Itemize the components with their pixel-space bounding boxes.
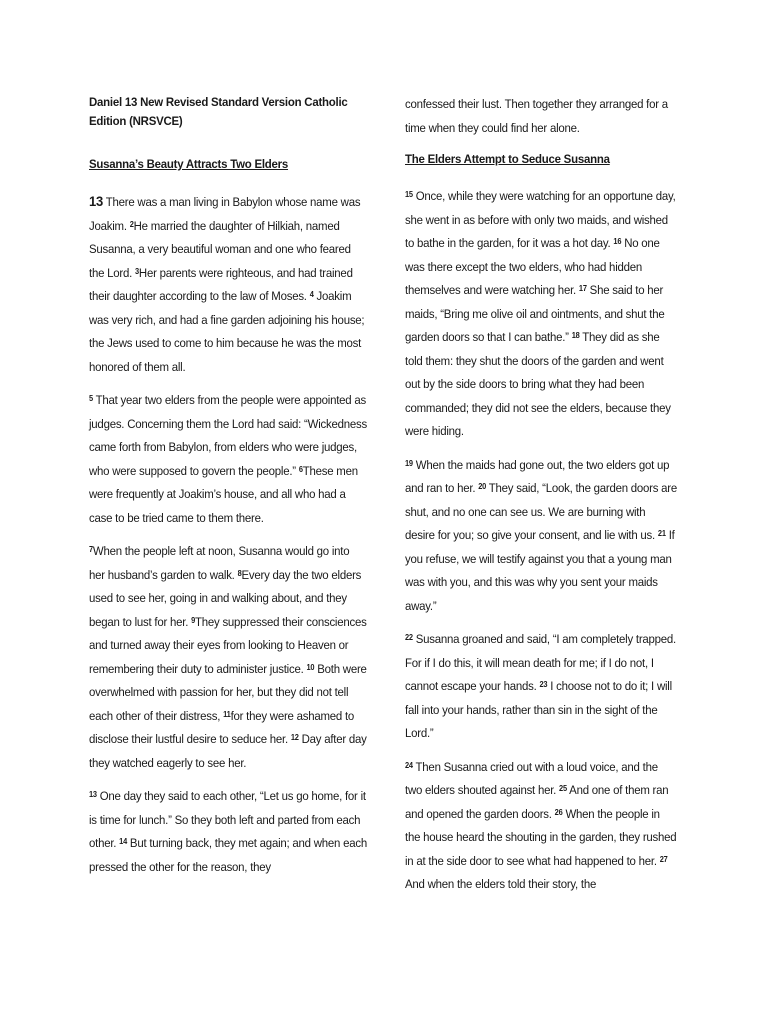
verse-number: 17: [578, 284, 587, 293]
verse-text: And when the elders told their story, the: [405, 877, 597, 891]
verse-number: 6: [298, 464, 303, 474]
verse-text: One day they said to each other, “Let us go home, for it is time for lunch.” So they both left and parted from each other.: [89, 789, 366, 850]
verse-text: confessed their lust. Then together they arranged for a time when they could find her alone.: [405, 97, 668, 135]
verse-number: 16: [613, 237, 622, 246]
right-column: [405, 93, 677, 907]
verse-text: When the people left at noon, Susanna would go into her husband’s garden to walk.: [89, 544, 350, 582]
verse-text: Day after day they watched eagerly to see her.: [89, 732, 367, 770]
verse-text: These men were frequently at Joakim’s house, and all who had a case to be tried came to them there.: [89, 463, 358, 525]
verse-number: 27: [659, 854, 668, 864]
verse-text: I choose not to do it; I will fall into your hands, rather than sin in the sight of the Lord.”: [405, 679, 672, 740]
paragraph-verses-7-12: [89, 540, 368, 775]
verse-text: No one was there except the two elders, who had hidden themselves and were watching her.: [405, 236, 660, 297]
verse-number: 13: [89, 790, 97, 799]
verse-number: 12: [290, 733, 299, 742]
chapter-number: 13: [89, 193, 104, 209]
verse-number: 7: [89, 545, 93, 554]
verse-number: 23: [539, 680, 548, 689]
verse-number: 22: [405, 633, 413, 642]
verse-text: They said, “Look, the garden doors are shut, and no one can see us. We are burning with desire for you; so give your consent, and lie with us.: [405, 481, 678, 542]
verse-number: 9: [191, 615, 196, 625]
verse-text: They did as she told them: they shut the doors of the garden and went out by the side doors to bring what they had been commanded; they did not see the elders, because they were hiding.: [405, 330, 671, 438]
verse-text: He married the daughter of Hilkiah, named Susanna, a very beautiful woman and one who feared the Lord.: [89, 218, 351, 280]
verse-text: Both were overwhelmed with passion for her, but they did not tell each other of their distress,: [89, 661, 367, 723]
verse-number: 11: [223, 709, 231, 719]
verse-text: They suppressed their consciences and turned away their eyes from looking to Heaven or remembering their duty to administer justice.: [89, 614, 367, 676]
paragraph-verses-24-27: [405, 756, 677, 897]
verse-number: 20: [478, 482, 487, 491]
verse-text: Her parents were righteous, and had trained their daughter according to the law of Moses.: [89, 265, 353, 303]
verse-text: That year two elders from the people were appointed as judges. Concerning them the Lord had said: “Wickedness came forth from Babylon, from elders who were judges, who were supposed to govern the people.”: [89, 393, 367, 478]
document-title: Daniel 13 New Revised Standard Version Catholic Edition (NRSVCE): [89, 95, 348, 128]
verse-number: 15: [405, 190, 413, 199]
verse-text: But turning back, they met again; and when each pressed the other for the reason, they: [89, 836, 367, 874]
verse-text: And one of them ran and opened the garden doors.: [405, 783, 669, 821]
verse-text: Every day the two elders used to see her, going in and walking about, and they began to lust for her.: [89, 567, 362, 629]
verse-number: 8: [237, 568, 242, 578]
verse-text: Susanna groaned and said, “I am completely trapped. For if I do this, it will mean death for me; if I do not, I cannot escape your hands.: [405, 632, 677, 693]
section-heading-elders-attempt: The Elders Attempt to Seduce Susanna: [405, 152, 610, 166]
verse-text: There was a man living in Babylon whose name was Joakim.: [89, 195, 361, 233]
verse-text: When the maids had gone out, the two elders got up and ran to her.: [405, 457, 670, 495]
paragraph-continuation: [405, 93, 677, 140]
verse-text: Once, while they were watching for an opportune day, she went in as before with only two maids, and wished to bathe in the garden, for it was a hot day.: [405, 189, 676, 250]
verse-number: 2: [129, 219, 134, 229]
section-heading-susanna-beauty: Susanna’s Beauty Attracts Two Elders: [89, 157, 289, 171]
verse-text: If you refuse, we will testify against you that a young man was with you, and this was why you sent your maids away.”: [405, 528, 675, 613]
verse-number: 5: [89, 394, 93, 403]
verse-number: 25: [559, 784, 567, 793]
verse-number: 10: [306, 662, 315, 672]
verse-number: 3: [135, 266, 139, 276]
verse-number: 24: [405, 760, 413, 770]
verse-number: 19: [405, 458, 413, 468]
left-column: [89, 93, 368, 889]
paragraph-verses-5-6: [89, 389, 368, 530]
paragraph-verses-22-23: [405, 628, 677, 746]
paragraph-verses-19-21: [405, 454, 677, 619]
verse-text: Then Susanna cried out with a loud voice, and the two elders shouted against her.: [405, 759, 658, 797]
verse-number: 4: [309, 290, 314, 299]
verse-text: When the people in the house heard the shouting in the garden, they rushed in at the side door to see what had happened to her.: [405, 806, 677, 868]
paragraph-verses-1-4: [89, 190, 368, 379]
verse-number: 26: [554, 807, 563, 817]
paragraph-verses-15-18: [405, 185, 677, 444]
verse-number: 14: [119, 837, 127, 846]
verse-text: She said to her maids, “Bring me olive oil and ointments, and shut the garden doors so that I can bathe.”: [405, 283, 665, 344]
verse-text: Joakim was very rich, and had a fine garden adjoining his house; the Jews used to come to him because he was the most honored of them all.: [89, 289, 365, 374]
verse-number: 18: [571, 331, 580, 340]
verse-number: 21: [657, 529, 666, 538]
paragraph-verses-13-14: [89, 785, 368, 879]
verse-text: for they were ashamed to disclose their lustful desire to seduce her.: [89, 708, 355, 746]
